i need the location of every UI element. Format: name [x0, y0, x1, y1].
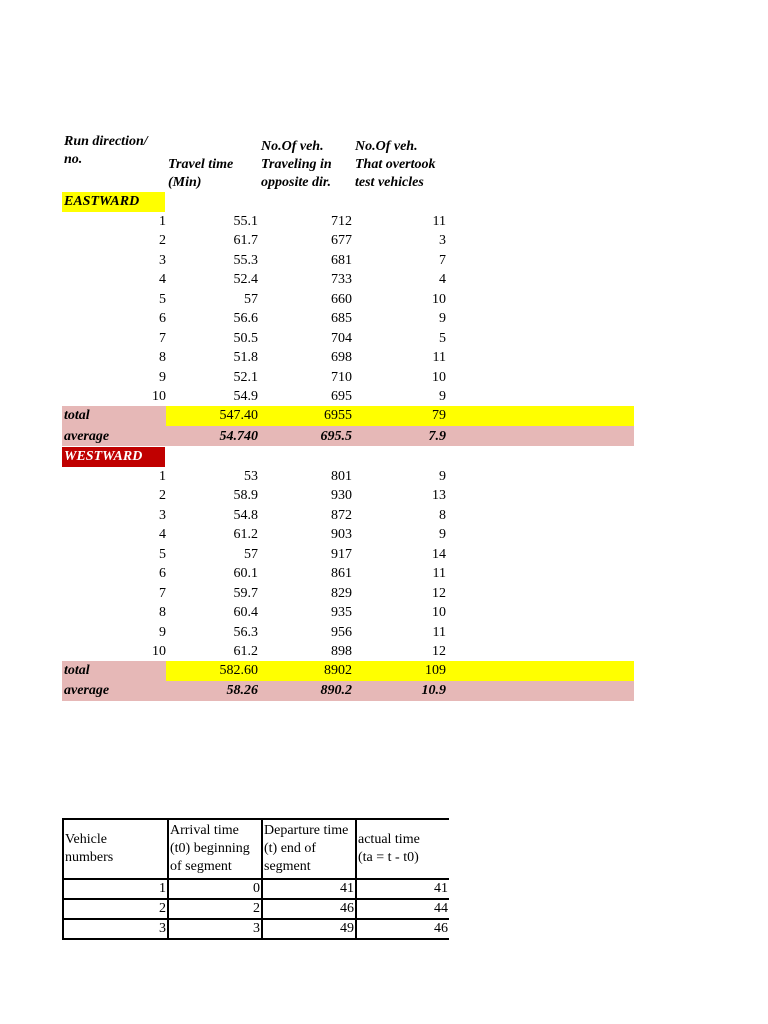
overtook-count: 10: [432, 605, 446, 620]
overtook-count: 10: [432, 370, 446, 385]
westward-total-overtook: 109: [425, 663, 446, 678]
eastward-total-label: total: [64, 408, 90, 423]
overtook-count: 4: [439, 272, 446, 287]
eastward-label: EASTWARD: [64, 194, 140, 209]
vehicle-table-header-actual: actual time (ta = t - t0): [356, 819, 449, 879]
travel-time: 55.1: [233, 214, 258, 229]
departure-time: 46: [262, 899, 356, 919]
run-number: 5: [159, 547, 166, 562]
overtook-count: 3: [439, 233, 446, 248]
overtook-count: 11: [432, 214, 446, 229]
eastward-total-overtook: 79: [432, 408, 446, 423]
actual-time: 41: [356, 879, 449, 899]
run-number: 4: [159, 527, 166, 542]
overtook-count: 11: [432, 350, 446, 365]
departure-time: 49: [262, 919, 356, 939]
opposite-count: 956: [331, 625, 352, 640]
run-number: 8: [159, 605, 166, 620]
vehicle-time-table: [62, 818, 449, 940]
actual-time: 46: [356, 919, 449, 939]
opposite-count: 829: [331, 586, 352, 601]
travel-time: 50.5: [233, 331, 258, 346]
overtook-count: 12: [432, 644, 446, 659]
table-row: [63, 919, 449, 939]
westward-average-opposite: 890.2: [320, 683, 352, 698]
eastward-total-travel: 547.40: [219, 408, 258, 423]
opposite-count: 695: [331, 389, 352, 404]
eastward-total-opposite: 6955: [324, 408, 352, 423]
overtook-count: 9: [439, 311, 446, 326]
eastward-average-opposite: 695.5: [320, 429, 352, 444]
travel-time: 57: [244, 292, 258, 307]
run-number: 1: [159, 469, 166, 484]
vehicle-table-header-vehicle: Vehicle numbers: [63, 819, 168, 879]
run-number: 3: [159, 253, 166, 268]
run-number: 9: [159, 370, 166, 385]
travel-time: 56.3: [233, 625, 258, 640]
table-row: [63, 879, 449, 899]
overtook-count: 7: [439, 253, 446, 268]
opposite-count: 704: [331, 331, 352, 346]
arrival-time: 2: [168, 899, 262, 919]
overtook-count: 9: [439, 469, 446, 484]
vehicle-table-header-departure: Departure time (t) end of segment: [262, 819, 356, 879]
overtook-count: 5: [439, 331, 446, 346]
opposite-count: 685: [331, 311, 352, 326]
header-overtook: No.Of veh. That overtook test vehicles: [355, 139, 436, 190]
westward-average-overtook: 10.9: [421, 683, 446, 698]
actual-time: 44: [356, 899, 449, 919]
overtook-count: 12: [432, 586, 446, 601]
travel-time: 61.2: [233, 644, 258, 659]
run-number: 10: [152, 644, 166, 659]
travel-time: 51.8: [233, 350, 258, 365]
westward-average-label: average: [64, 683, 110, 698]
travel-time: 52.1: [233, 370, 258, 385]
opposite-count: 710: [331, 370, 352, 385]
overtook-count: 10: [432, 292, 446, 307]
opposite-count: 930: [331, 488, 352, 503]
westward-label: WESTWARD: [64, 449, 143, 464]
overtook-count: 9: [439, 527, 446, 542]
overtook-count: 11: [432, 566, 446, 581]
run-number: 10: [152, 389, 166, 404]
opposite-count: 935: [331, 605, 352, 620]
travel-time: 59.7: [233, 586, 258, 601]
vehicle-number: 3: [63, 919, 168, 939]
travel-time: 53: [244, 469, 258, 484]
vehicle-number: 2: [63, 899, 168, 919]
travel-time: 61.7: [233, 233, 258, 248]
travel-time: 55.3: [233, 253, 258, 268]
travel-time: 60.4: [233, 605, 258, 620]
run-number: 1: [159, 214, 166, 229]
overtook-count: 8: [439, 508, 446, 523]
opposite-count: 698: [331, 350, 352, 365]
opposite-count: 903: [331, 527, 352, 542]
header-travel-time: Travel time (Min): [168, 157, 234, 190]
westward-total-opposite: 8902: [324, 663, 352, 678]
travel-time: 52.4: [233, 272, 258, 287]
opposite-count: 861: [331, 566, 352, 581]
arrival-time: 0: [168, 879, 262, 899]
opposite-count: 898: [331, 644, 352, 659]
vehicle-table-header-row: [63, 819, 449, 879]
header-opposite-direction: No.Of veh. Traveling in opposite dir.: [261, 139, 332, 190]
westward-average-travel: 58.26: [226, 683, 258, 698]
run-number: 3: [159, 508, 166, 523]
overtook-count: 14: [432, 547, 446, 562]
opposite-count: 733: [331, 272, 352, 287]
run-number: 2: [159, 488, 166, 503]
opposite-count: 801: [331, 469, 352, 484]
eastward-average-travel: 54.740: [219, 429, 258, 444]
overtook-count: 13: [432, 488, 446, 503]
header-run-direction: Run direction/ no.: [64, 134, 148, 167]
table-row: [63, 899, 449, 919]
travel-time: 56.6: [233, 311, 258, 326]
travel-time: 54.8: [233, 508, 258, 523]
vehicle-number: 1: [63, 879, 168, 899]
run-number: 2: [159, 233, 166, 248]
travel-time: 61.2: [233, 527, 258, 542]
run-number: 6: [159, 311, 166, 326]
run-number: 8: [159, 350, 166, 365]
arrival-time: 3: [168, 919, 262, 939]
opposite-count: 872: [331, 508, 352, 523]
run-number: 7: [159, 586, 166, 601]
travel-time: 54.9: [233, 389, 258, 404]
opposite-count: 677: [331, 233, 352, 248]
run-number: 7: [159, 331, 166, 346]
opposite-count: 712: [331, 214, 352, 229]
westward-total-label: total: [64, 663, 90, 678]
opposite-count: 917: [331, 547, 352, 562]
overtook-count: 11: [432, 625, 446, 640]
opposite-count: 681: [331, 253, 352, 268]
overtook-count: 9: [439, 389, 446, 404]
travel-time: 60.1: [233, 566, 258, 581]
run-number: 6: [159, 566, 166, 581]
travel-time: 57: [244, 547, 258, 562]
run-number: 5: [159, 292, 166, 307]
run-number: 4: [159, 272, 166, 287]
eastward-average-label: average: [64, 429, 110, 444]
vehicle-table-header-arrival: Arrival time (t0) beginning of segment: [168, 819, 262, 879]
run-number: 9: [159, 625, 166, 640]
westward-total-travel: 582.60: [219, 663, 258, 678]
eastward-average-overtook: 7.9: [428, 429, 446, 444]
travel-time: 58.9: [233, 488, 258, 503]
opposite-count: 660: [331, 292, 352, 307]
departure-time: 41: [262, 879, 356, 899]
